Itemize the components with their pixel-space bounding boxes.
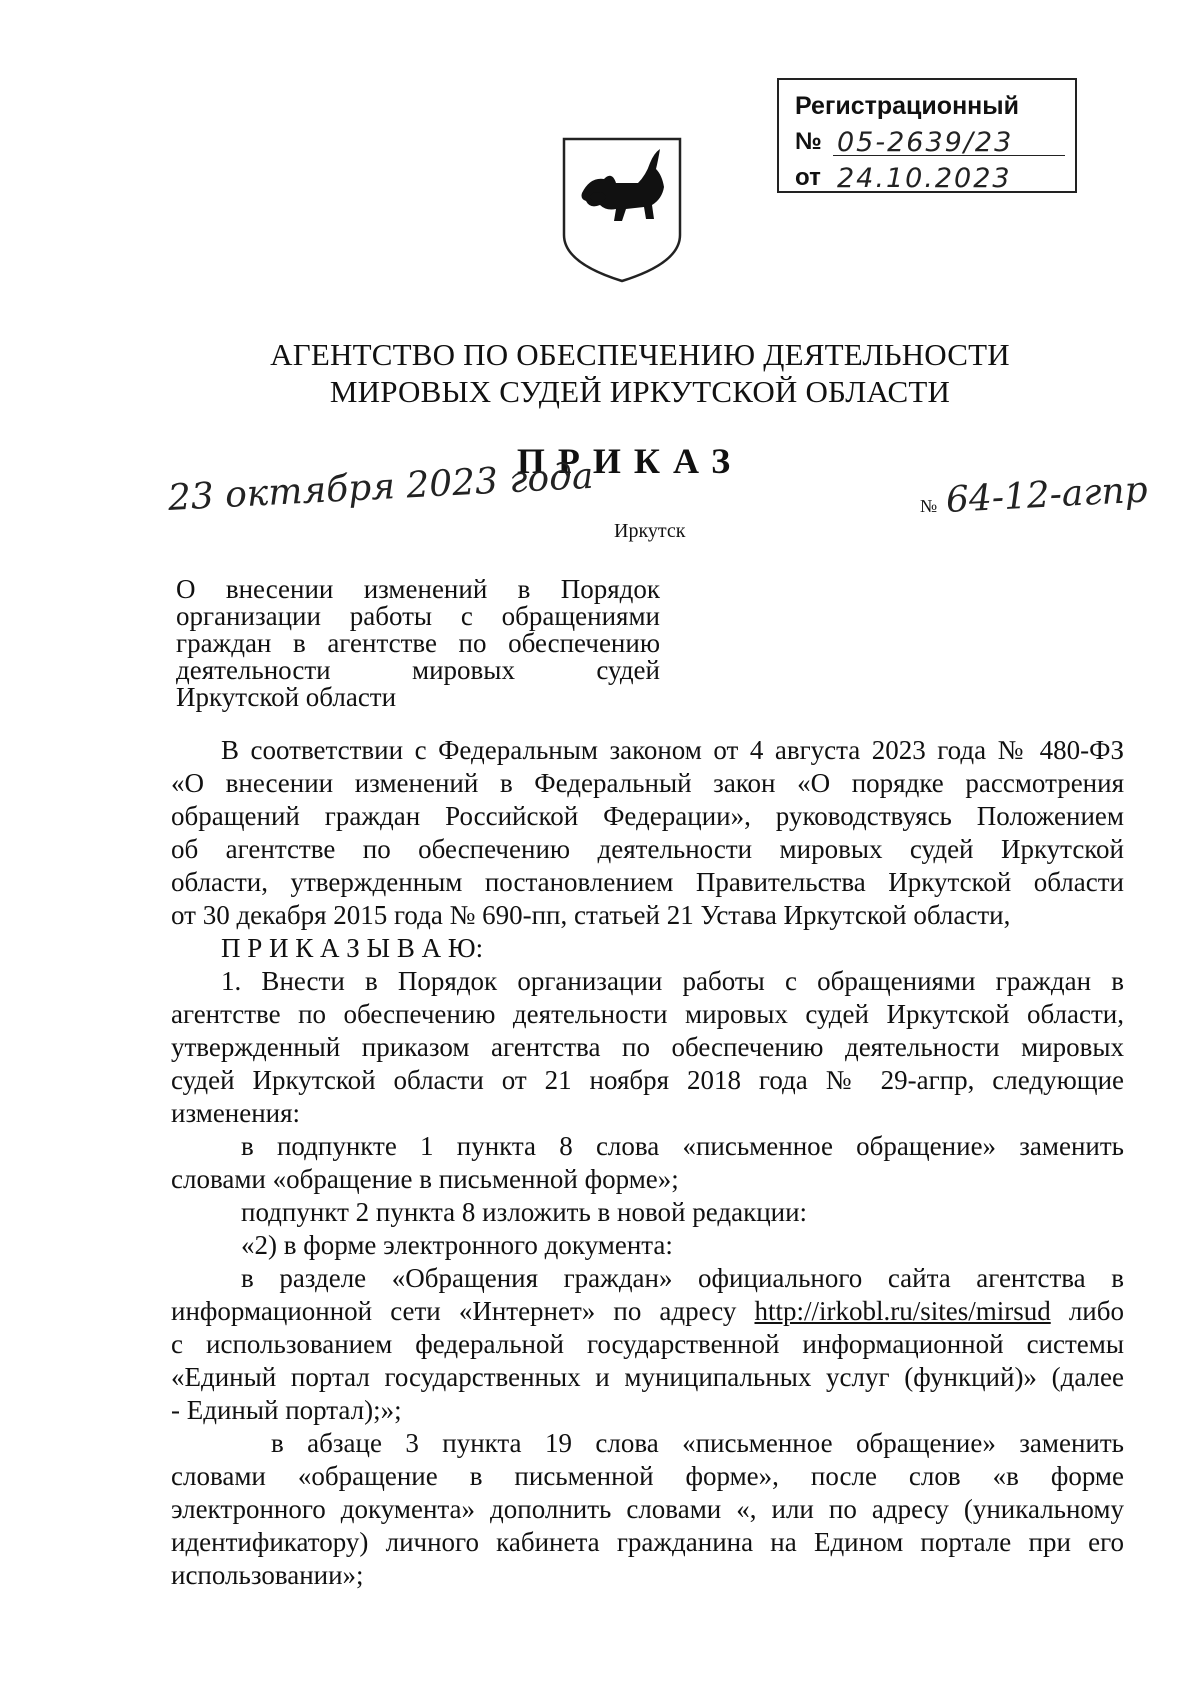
body-line: в абзаце 3 пункта 19 слова «письменное обращение» заменить: [271, 1428, 1124, 1458]
stamp-number-row: [795, 124, 1065, 158]
subject-line: Иркутской области: [176, 682, 397, 712]
subject-line: граждан в агентстве по обеспечению: [176, 628, 660, 658]
order-number-prefix: №: [920, 496, 938, 516]
body-line: изменения:: [171, 1098, 301, 1128]
order-subject: [176, 576, 660, 711]
order-word: П Р И К А З Ы В А Ю:: [221, 933, 484, 963]
subject-line: О внесении изменений в Порядок: [176, 574, 660, 604]
order-title: ПРИКАЗ: [516, 441, 744, 481]
order-body: [171, 734, 1124, 1592]
body-line: В соответствии с Федеральным законом от 4 августа 2023 года № 480-ФЗ: [221, 735, 1124, 765]
order-date-handwritten: 23 октября 2023 года: [166, 455, 595, 519]
stamp-date-row: [795, 160, 1065, 194]
body-line: обращений граждан Российской Федерации», руководствуясь Положением: [171, 801, 1124, 831]
stamp-number-label: №: [795, 128, 822, 155]
body-line: с использованием федеральной государственной информационной системы: [171, 1329, 1124, 1359]
registration-stamp: [777, 78, 1077, 193]
body-line: в разделе «Обращения граждан» официального сайта агентства в: [241, 1263, 1124, 1293]
body-line: «О внесении изменений в Федеральный закон «О порядке рассмотрения: [171, 768, 1124, 798]
body-line: «2) в форме электронного документа:: [241, 1230, 673, 1260]
body-line: области, утвержденным постановлением Правительства Иркутской области: [171, 867, 1124, 897]
body-line: судей Иркутской области от 21 ноября 2018 года № 29-агпр, следующие: [171, 1065, 1124, 1095]
body-line: об агентстве по обеспечению деятельности мировых судей Иркутской: [171, 834, 1124, 864]
subject-line: деятельности мировых судей: [176, 655, 660, 685]
stamp-number-value: 05-2639/23: [837, 127, 1014, 158]
stamp-date-value: 24.10.2023: [837, 163, 1012, 194]
agency-name-line1: АГЕНТСТВО ПО ОБЕСПЕЧЕНИЮ ДЕЯТЕЛЬНОСТИ: [270, 337, 1010, 372]
body-line-with-link: [171, 1295, 1124, 1328]
order-city: Иркутск: [614, 520, 686, 542]
body-line: «Единый портал государственных и муниципальных услуг (функций)» (далее: [171, 1362, 1124, 1392]
agency-name-line2: МИРОВЫХ СУДЕЙ ИРКУТСКОЙ ОБЛАСТИ: [329, 374, 951, 409]
body-line: подпункт 2 пункта 8 изложить в новой редакции:: [241, 1197, 808, 1227]
body-line: 1. Внести в Порядок организации работы с обращениями граждан в: [221, 966, 1124, 996]
body-line: агентстве по обеспечению деятельности мировых судей Иркутской области,: [171, 999, 1124, 1029]
body-text: либо: [1050, 1296, 1124, 1326]
stamp-title: Регистрационный: [795, 92, 1019, 120]
order-number-handwritten: 64-12-агпр: [944, 469, 1149, 521]
body-line: словами «обращение в письменной форме»;: [171, 1164, 679, 1194]
agency-name: [200, 336, 1080, 410]
body-line: - Единый портал);»;: [171, 1395, 402, 1425]
body-line: утвержденный приказом агентства по обеспечению деятельности мировых: [171, 1032, 1124, 1062]
body-line: идентификатору) личного кабинета гражданина на Едином портале при его: [171, 1527, 1124, 1557]
body-line: использовании»;: [171, 1560, 364, 1590]
body-line: от 30 декабря 2015 года № 690-пп, статьей 21 Устава Иркутской области,: [171, 900, 1011, 930]
mirsud-site-link[interactable]: http://irkobl.ru/sites/mirsud: [754, 1296, 1051, 1326]
subject-line: организации работы с обращениями: [176, 601, 660, 631]
body-line: электронного документа» дополнить словами «, или по адресу (уникальному: [171, 1494, 1124, 1524]
body-line: в подпункте 1 пункта 8 слова «письменное обращение» заменить: [241, 1131, 1124, 1161]
body-text: информационной сети «Интернет» по адресу: [171, 1296, 755, 1326]
stamp-date-label: от: [795, 164, 821, 191]
irkutsk-coat-of-arms-icon: [560, 135, 684, 285]
body-line: словами «обращение в письменной форме», после слов «в форме: [171, 1461, 1124, 1491]
